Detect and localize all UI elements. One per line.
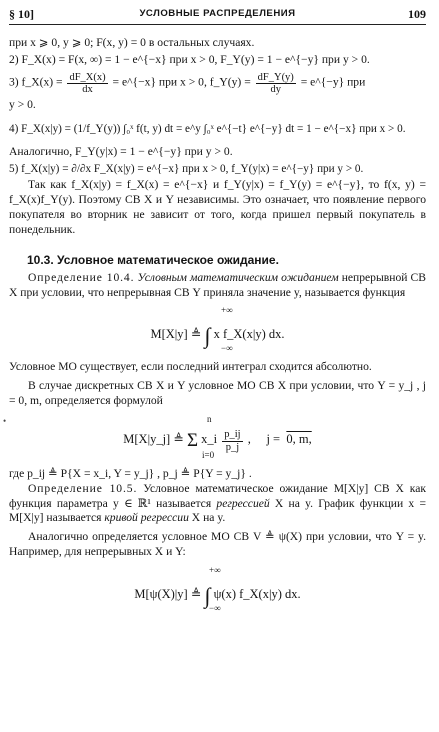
formula-lhs: M[X|y_j] ≜ (123, 431, 184, 446)
section-heading: 10.3. Условное математическое ожидание. (27, 253, 279, 268)
paragraph: Условное МО существует, если последний интеграл сходится абсолютно. (9, 360, 372, 374)
definition-text: X на y. (191, 511, 226, 525)
formula-function-expectation (9, 565, 426, 615)
integral-upper-limit: +∞ (221, 305, 233, 316)
definition-text: непрерывной СВ X при условии, что непрерывная СВ Y приняла значение y, называется функция (9, 270, 426, 299)
sum-sign: Σ (186, 429, 198, 451)
running-head (9, 7, 426, 23)
definition-10-4 (9, 271, 426, 301)
fraction (67, 72, 107, 96)
formula-rhs: ψ(x) f_X(x|y) dx. (213, 586, 301, 601)
paragraph: где p_ij ≜ P{X = x_i, Y = y_j} , p_j ≜ P{Y = y_j} . (9, 466, 252, 480)
definition-text: X на y. График функции x = M[X|y] называется (9, 496, 426, 525)
formula-conditional-expectation (9, 305, 426, 355)
integral-lower-limit: −∞ (209, 602, 221, 613)
fraction-denominator: dy (270, 84, 281, 96)
equation-line: Аналогично, F_Y(y|x) = 1 − e^{−y} при y > 0. (9, 144, 233, 158)
fraction (222, 429, 242, 453)
fraction-numerator: dF_X(x) (69, 71, 106, 83)
definition-10-5 (9, 482, 426, 526)
sum-lower-limit: i=0 (202, 449, 215, 460)
sum-term: x_i (201, 431, 218, 446)
paragraph: Так как f_X(x|y) = f_X(x) = e^{−x} и f_Y(y|x) = f_Y(y) = e^{−y}, то f(x, y) = f_X(x)f_Y(y). Поэтому СВ X и Y независимы. Это означает, что появление первого покупателя во вторник не зависит от того, когда пришел первый покупатель в понедельник. (9, 178, 426, 236)
paragraph: В случае дискретных СВ X и Y условное МО СВ X при условии, что Y = y_j , j = 0, m, определяется формулой (9, 379, 426, 408)
definition-term: Определение 10.4. (28, 270, 135, 284)
paragraph: Аналогично определяется условное МО СВ V ≜ ψ(X) при условии, что Y = y. Например, для непрерывных X и Y: (9, 530, 426, 559)
equation-line: 2) F_X(x) = F(x, ∞) = 1 − e^{−x} при x > 0, F_Y(y) = 1 − e^{−y} при y > 0. (9, 52, 370, 66)
fraction-numerator: dF_Y(y) (257, 71, 294, 83)
page-number: 109 (408, 7, 426, 21)
page-content (3, 36, 426, 620)
defined-term: кривой регрессии (104, 511, 189, 525)
fraction (256, 72, 296, 96)
formula-discrete-expectation (3, 413, 426, 462)
equation-line (9, 72, 426, 96)
equation-text: = e^{−x} при x > 0, f_Y(y) = (112, 75, 251, 89)
header-rule (9, 24, 426, 25)
formula-lhs: M[ψ(X)|y] ≜ (134, 586, 202, 601)
formula-lhs: M[X|y] ≜ (150, 327, 202, 342)
definition-term: Определение 10.5. (28, 481, 138, 495)
text-line: при x ⩾ 0, y ⩾ 0; F(x, y) = 0 в остальных случаях. (9, 36, 255, 49)
equation-text: = e^{−y} при (300, 75, 366, 89)
integral-sign: ∫ (204, 582, 211, 608)
equation-line: 4) F_X(x|y) = (1/f_Y(y)) ∫₀ˣ f(t, y) dt = e^y ∫₀ˣ e^{−t} e^{−y} dt = 1 − e^{−x} при x > 0. (9, 122, 406, 135)
section-marker: § 10] (9, 7, 34, 21)
integral-lower-limit: −∞ (221, 343, 233, 354)
fraction-denominator: dx (82, 84, 93, 96)
sum-upper-limit: n (207, 413, 212, 424)
chapter-title: УСЛОВНЫЕ РАСПРЕДЕЛЕНИЯ (139, 8, 296, 19)
definition-text: Условное математическое ожидание M[X|y] СВ X как функция параметра y ∈ ℝ¹ называется (9, 481, 426, 510)
defined-term: регрессией (216, 496, 270, 510)
equation-text: 3) f_X(x) = (9, 75, 63, 89)
formula-tail: , j = (247, 431, 284, 446)
fraction-denominator: p_j (225, 441, 240, 453)
margin-dot: • (3, 415, 7, 426)
defined-term: Условным математическим ожиданием (137, 270, 339, 284)
equation-line: y > 0. (9, 97, 36, 111)
formula-rhs: x f_X(x|y) dx. (213, 327, 285, 342)
integral-sign: ∫ (204, 323, 211, 349)
equation-line: 5) f_X(x|y) = ∂/∂x F_X(x|y) = e^{−x} при x > 0, f_Y(y|x) = e^{−y} при y > 0. (9, 162, 364, 175)
fraction-numerator: p_ij (224, 429, 241, 441)
integral-upper-limit: +∞ (209, 564, 221, 575)
index-range: 0, m, (286, 431, 312, 446)
